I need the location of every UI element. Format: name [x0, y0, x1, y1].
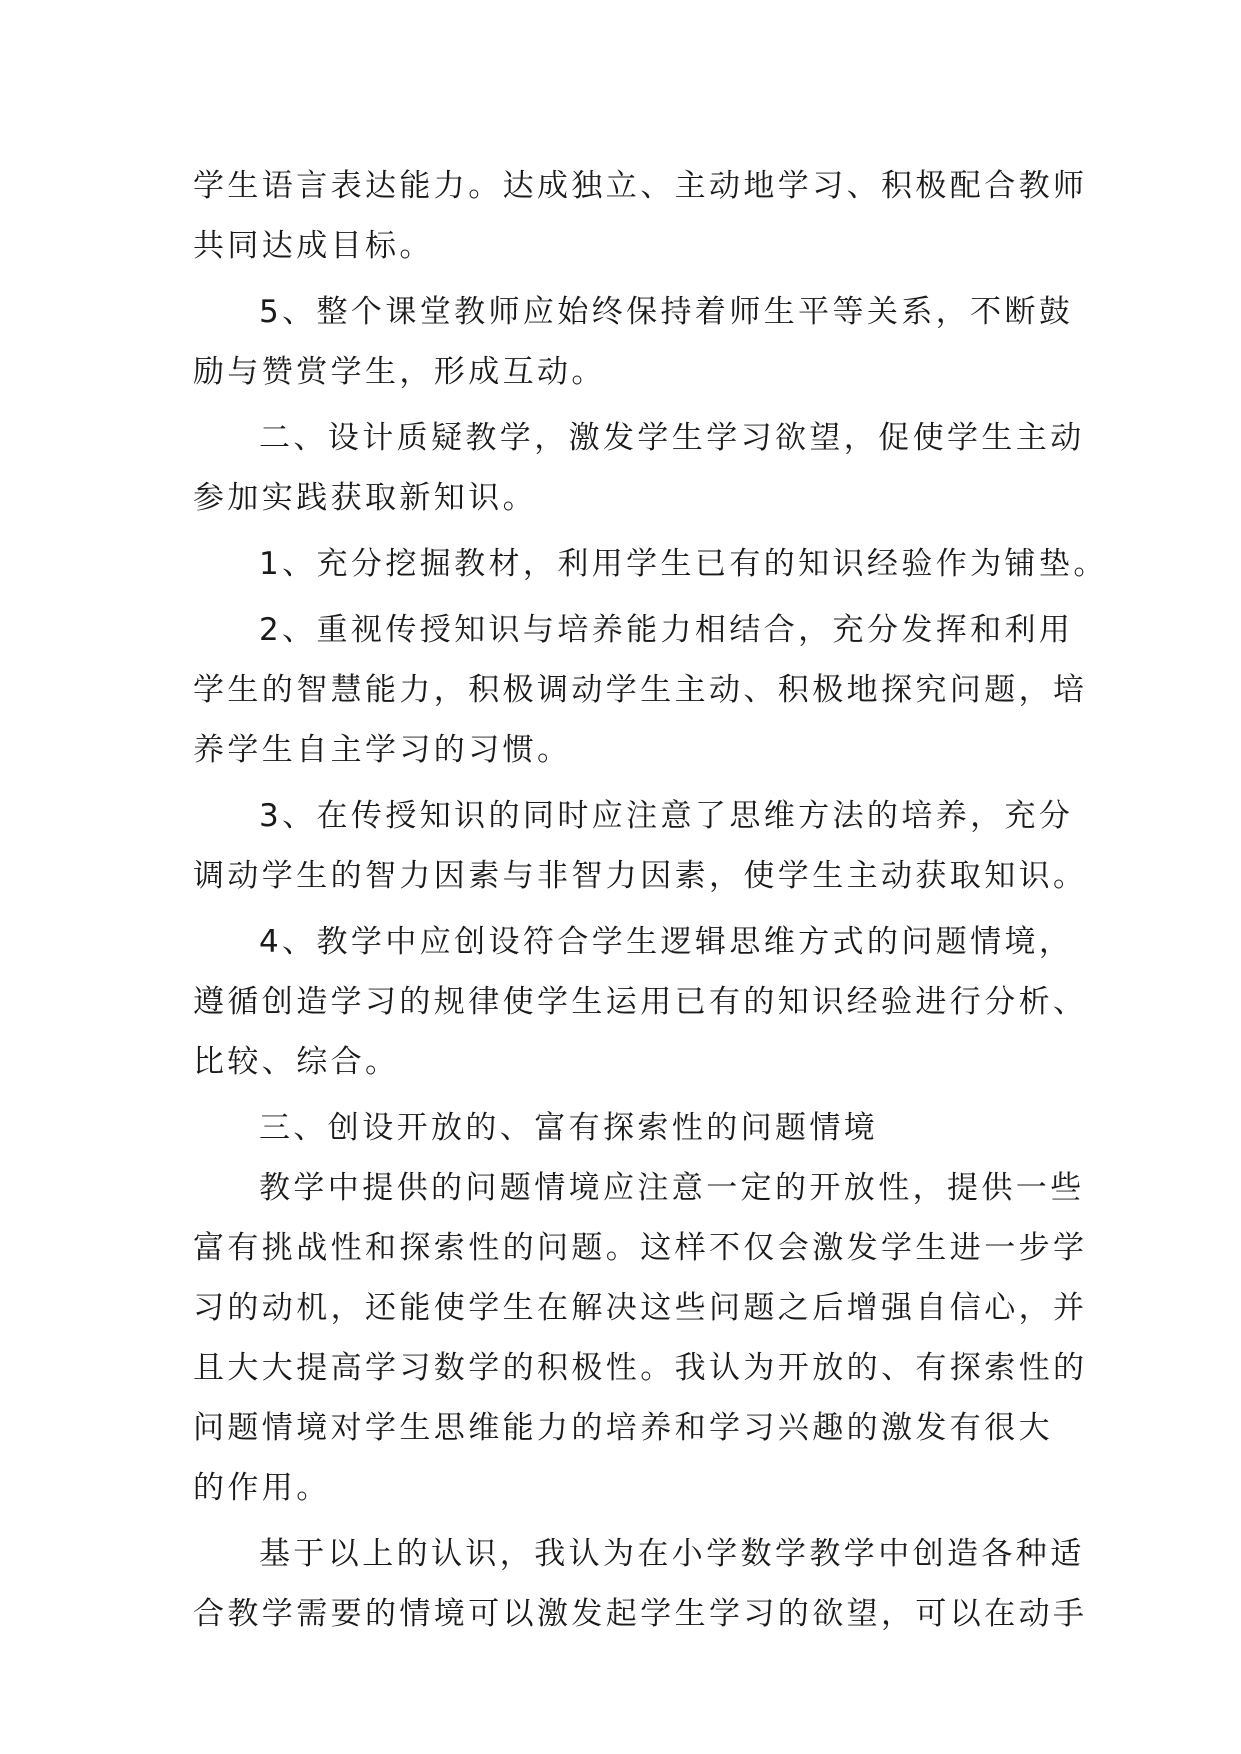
text-line: 比较、综合。: [193, 1044, 400, 1080]
text-line: 养学生自主学习的习惯。: [193, 732, 572, 768]
text-line: 励与赞赏学生，形成互动。: [193, 354, 606, 390]
text-line: 合教学需要的情境可以激发起学生学习的欲望，可以在动手: [193, 1596, 1088, 1632]
text-line: 富有挑战性和探索性的问题。这样不仅会激发学生进一步学: [193, 1230, 1088, 1266]
paragraph-start-line: 基于以上的认识，我认为在小学数学教学中创造各种适: [259, 1536, 1085, 1572]
paragraph-start-line: 4、教学中应创设符合学生逻辑思维方式的问题情境，: [259, 924, 1074, 960]
text-line: 习的动机，还能使学生在解决这些问题之后增强自信心，并: [193, 1290, 1088, 1326]
text-line: 调动学生的智力因素与非智力因素，使学生主动获取知识。: [193, 858, 1088, 894]
text-line: 共同达成目标。: [193, 228, 434, 264]
paragraph-start-line: 1、充分挖掘教材，利用学生已有的知识经验作为铺垫。: [259, 546, 1108, 582]
text-line: 学生的智慧能力，积极调动学生主动、积极地探究问题，培: [193, 672, 1088, 708]
text-line: 遵循创造学习的规律使学生运用已有的知识经验进行分析、: [193, 984, 1088, 1020]
document-body: [193, 160, 1108, 1648]
text-line: 且大大提高学习数学的积极性。我认为开放的、有探索性的: [193, 1350, 1088, 1386]
text-line: 的作用。: [193, 1470, 331, 1506]
text-line: 问题情境对学生思维能力的培养和学习兴趣的激发有很大: [193, 1410, 1053, 1446]
text-line: 学生语言表达能力。达成独立、主动地学习、积极配合教师: [193, 168, 1088, 204]
paragraph-start-line: 3、在传授知识的同时应注意了思维方法的培养，充分: [259, 798, 1074, 834]
paragraph-start-line: 5、整个课堂教师应始终保持着师生平等关系，不断鼓: [259, 294, 1074, 330]
section-heading-line: 二、设计质疑教学，激发学生学习欲望，促使学生主动: [259, 420, 1085, 456]
paragraph-start-line: 教学中提供的问题情境应注意一定的开放性，提供一些: [259, 1170, 1085, 1206]
paragraph-start-line: 2、重视传授知识与培养能力相结合，充分发挥和利用: [259, 612, 1074, 648]
text-line: 参加实践获取新知识。: [193, 480, 537, 516]
section-heading-line: 三、创设开放的、富有探索性的问题情境: [259, 1110, 879, 1146]
